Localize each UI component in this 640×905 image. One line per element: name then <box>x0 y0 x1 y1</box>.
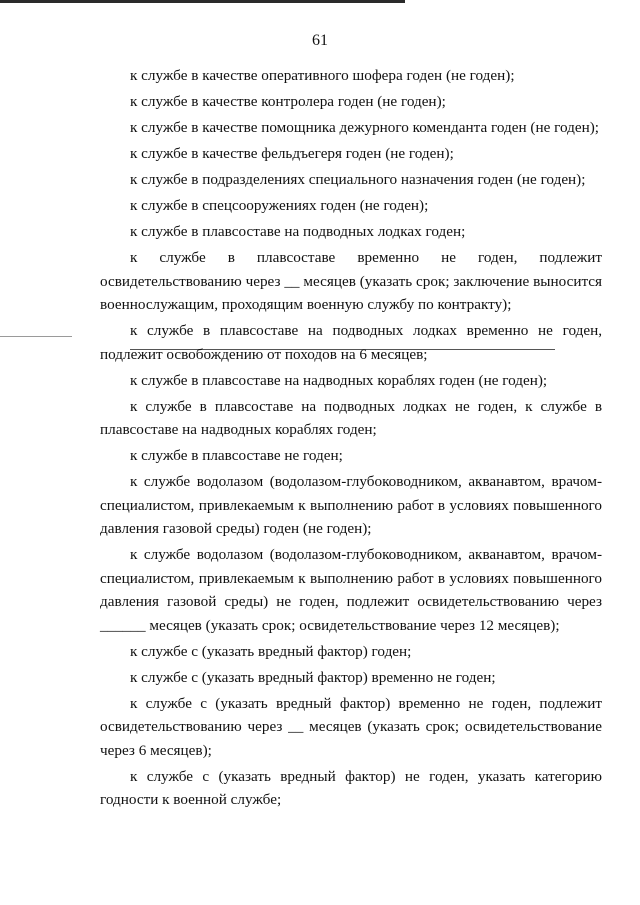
paragraph-submarine-temp-unfit: к службе в плавсоставе на подводных лодках временно не годен, подлежит освобождению от походов на 6 месяцев; <box>100 322 602 363</box>
paragraph-sea-crew-unfit: к службе в плавсоставе не годен; <box>130 447 343 464</box>
paragraph-oper-driver: к службе в качестве оперативного шофера годен (не годен); <box>130 67 515 84</box>
paragraph-courier: к службе в качестве фельдъегеря годен (не годен); <box>130 145 454 162</box>
paragraph-submarine-fit: к службе в плавсоставе на подводных лодках годен; <box>130 223 466 240</box>
paragraph-special-forces: к службе в подразделениях специального назначения годен (не годен); <box>130 171 586 188</box>
paragraph-submarine-unfit-surface-fit: к службе в плавсоставе на подводных лодках не годен, к службе в плавсоставе на надводных кораблях годен; <box>100 397 602 438</box>
document-body <box>100 64 602 814</box>
paragraph-hazard-unfit: к службе с (указать вредный фактор) не годен, указать категорию годности к военной службе; <box>100 767 602 808</box>
paragraph-hazard-temp-unfit-reexam: к службе с (указать вредный фактор) временно не годен, подлежит освидетельствованию через __ месяцев (указать срок; освидетельствование через 6 месяцев); <box>100 694 602 759</box>
paragraph-hazard-temp-unfit: к службе с (указать вредный фактор) временно не годен; <box>130 668 496 686</box>
paragraph-hazard-fit: к службе с (указать вредный фактор) годен; <box>130 642 412 660</box>
margin-mark <box>0 336 72 337</box>
paragraph-controller: к службе в качестве контролера годен (не годен); <box>130 93 446 110</box>
scan-edge-line <box>0 0 405 3</box>
paragraph-diver-unfit: к службе водолазом (водолазом-глубоководником, акванавтом, врачом-специалистом, привлекаемым к выполнению работ в условиях повышенного давления газовой среды) не годен, подлежит освидетельствованию через ______ месяцев (указать срок; освидетельствование через 12 месяцев); <box>100 546 602 634</box>
paragraph-sea-crew-temp-unfit: к службе в плавсоставе временно не годен, подлежит освидетельствованию через __ месяцев (указать срок; заключение выносится военнослужащим, проходящим военную службу по контракту); <box>100 249 602 313</box>
paragraph-diver-fit: к службе водолазом (водолазом-глубоководником, акванавтом, врачом-специалистом, привлекаемым к выполнению работ в условиях повышенного давления газовой среды) годен (не годен); <box>100 473 602 537</box>
page-number: 61 <box>312 32 328 49</box>
paragraph-surface-ships: к службе в плавсоставе на надводных кораблях годен (не годен); <box>130 371 548 389</box>
paragraph-special-facilities: к службе в спецсооружениях годен (не годен); <box>130 197 429 214</box>
paragraph-duty-commandant-assistant: к службе в качестве помощника дежурного коменданта годен (не годен); <box>130 119 599 136</box>
